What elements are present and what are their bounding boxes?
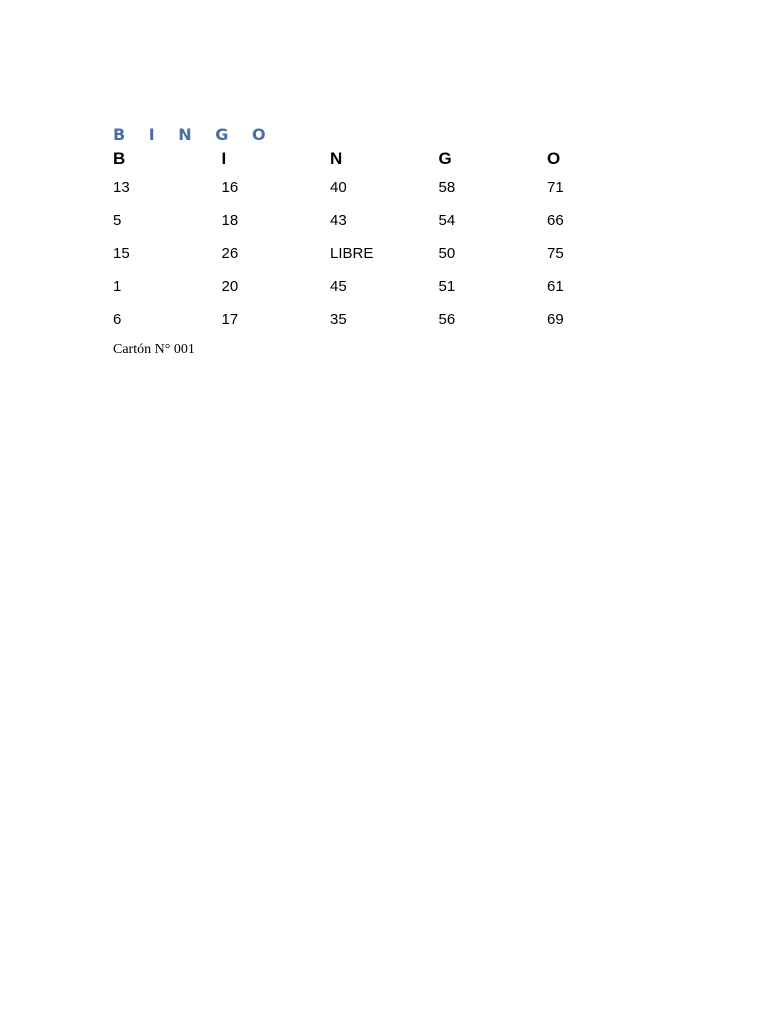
table-row	[113, 211, 656, 244]
free-space-cell: LIBRE	[330, 245, 374, 262]
table-cell: 1	[113, 278, 122, 295]
table-cell: 45	[330, 278, 347, 295]
table-cell: 20	[221, 278, 239, 295]
table-cell: 66	[547, 212, 564, 229]
table-cell: 54	[438, 212, 456, 229]
column-header-b: B	[113, 149, 126, 168]
document-title: B I N G O	[113, 125, 275, 144]
table-cell: 75	[547, 245, 564, 262]
bingo-table	[113, 148, 656, 343]
column-header-o: O	[547, 149, 561, 168]
table-cell: 71	[547, 179, 564, 196]
table-cell: 13	[113, 179, 130, 196]
table-cell: 16	[221, 179, 239, 196]
table-cell: 58	[438, 179, 456, 196]
table-row	[113, 310, 656, 343]
table-cell: 26	[221, 245, 239, 262]
table-row	[113, 277, 656, 310]
column-header-g: G	[438, 149, 452, 168]
table-cell: 43	[330, 212, 347, 229]
table-cell: 18	[221, 212, 239, 229]
bingo-card-document	[113, 124, 673, 359]
table-cell: 15	[113, 245, 130, 262]
table-cell: 17	[221, 311, 239, 328]
table-cell: 35	[330, 311, 347, 328]
table-cell: 69	[547, 311, 564, 328]
table-cell: 6	[113, 311, 122, 328]
table-cell: 61	[547, 278, 564, 295]
table-row	[113, 178, 656, 211]
column-header-i: I	[221, 149, 227, 168]
table-cell: 50	[438, 245, 456, 262]
card-number-caption: Cartón N° 001	[113, 342, 195, 357]
table-row	[113, 244, 656, 277]
table-cell: 5	[113, 212, 122, 229]
table-cell: 51	[438, 278, 456, 295]
column-header-n: N	[330, 149, 343, 168]
header-row	[113, 148, 656, 178]
table-cell: 40	[330, 179, 347, 196]
table-cell: 56	[438, 311, 456, 328]
